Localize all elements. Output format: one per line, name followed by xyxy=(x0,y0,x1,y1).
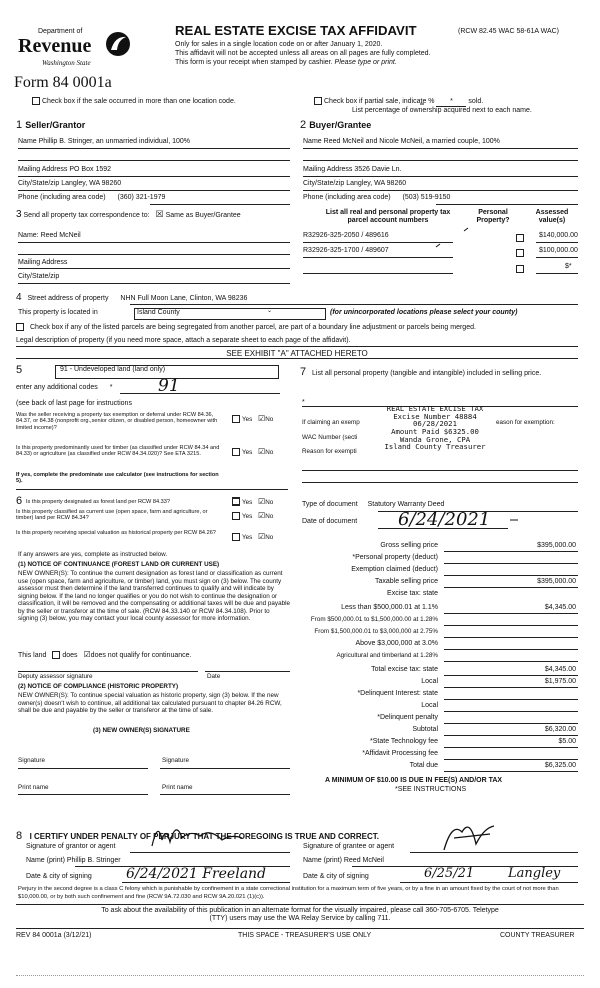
forest-q3: Is this property receiving special valuation as historical property per RCW 84.26? xyxy=(16,530,216,536)
new-owner-print-2[interactable]: Print name xyxy=(162,784,193,791)
use-question-2: Is this property predominantly used for timber (as classified under RCW 84.34 and 84.33) or agriculture (as classified under RCW 84.34.020)? See ETA 3215. xyxy=(16,445,220,458)
seller-city-field[interactable]: Langley, WA 98260 xyxy=(61,180,122,187)
yes-label: Yes xyxy=(242,416,253,423)
correspondence-mail-label: Mailing Address xyxy=(18,259,68,266)
doc-type-field[interactable]: Statutory Warranty Deed xyxy=(367,501,445,508)
buyer-name-field[interactable]: Reed McNeil and Nicole McNeil, a married couple, 100% xyxy=(323,138,500,145)
legal-label: Legal description of property (if you need more space, attach a separate sheet to each page of the affidavit). xyxy=(16,337,351,344)
tax-value[interactable]: $395,000.00 xyxy=(537,542,576,549)
bottom-dotted-rule xyxy=(16,975,584,976)
parcels-header-1: List all real and personal property tax xyxy=(325,209,451,216)
new-owner-sig-1[interactable]: Signature xyxy=(18,757,45,764)
stamp-line-4: Amount Paid $6325.00 xyxy=(391,426,479,436)
tax-label: Local xyxy=(421,678,438,685)
no-checkbox[interactable]: ☑ xyxy=(258,532,266,541)
stamp-line-3: 06/28/2021 xyxy=(413,419,457,429)
grantor-name-label: Name (print) xyxy=(26,857,65,864)
see-back: (see back of last page for instructions xyxy=(16,400,132,407)
perjury-notice: Perjury in the second degree is a class C felony which is punishable by confinement in a state correctional institution for a maximum term of five years, or by a fine in an amount fixed by the court of not more than $10,000.00, or by both such confinement and fine (RCW 9A.72.030 and RCW 9A.20.021 (1)(c)). xyxy=(18,886,559,900)
q1-no-checkbox[interactable]: ☑ xyxy=(258,414,266,423)
grantor-name-field[interactable]: Phillip B. Stringer xyxy=(66,857,121,864)
section-4-number: 4 xyxy=(16,292,22,303)
county-value: Island County xyxy=(137,309,180,316)
tax-label: Subtotal xyxy=(412,726,438,733)
revision: REV 84 0001a (3/12/21) xyxy=(16,932,92,939)
seller-heading: Seller/Grantor xyxy=(25,120,86,130)
doc-type-label: Type of document xyxy=(302,501,358,508)
q2-no-checkbox[interactable]: ☑ xyxy=(258,447,266,456)
correspondence-city-label: City/State/zip xyxy=(18,273,60,280)
notice2-title: (2) NOTICE OF COMPLIANCE (HISTORIC PROPERTY) xyxy=(18,683,179,690)
notice1-text-b: The county assessor must then determine if the land transferred continues to qualify and will indicate by signing below. If the land no longer qualifies or you do not wish to continue the designation or classification, it will be removed and the compensating or additional taxes will be due and payable by the seller or transferor at the time of sale. (RCW 84.33.140 or RCW 84.34.108). Prior to signing (3) below, you may contact your local county assessor for more information. xyxy=(18,577,290,623)
no-label: No xyxy=(265,513,274,520)
no-label: No xyxy=(265,449,274,456)
buyer-city-label: City/State/zip xyxy=(303,180,345,187)
yes-label: Yes xyxy=(242,534,253,541)
tax-value[interactable]: $4,345.00 xyxy=(544,604,576,611)
tax-label: Less than $500,000.01 at 1.1% xyxy=(341,604,438,611)
dept-of: Department of xyxy=(38,28,83,35)
tax-label: *Affidavit Processing fee xyxy=(362,750,438,757)
grantee-name-label: Name (print) xyxy=(303,857,342,864)
seller-name-field[interactable]: Phillip B. Stringer, an unmarried individual, 100% xyxy=(38,138,191,145)
buyer-phone-field[interactable]: (503) 519-9150 xyxy=(402,194,451,201)
new-owner-print-1[interactable]: Print name xyxy=(18,784,49,791)
claim-label: If claiming an exemp xyxy=(302,419,360,426)
notice2-text: NEW OWNER(S): To continue special valuation as historic property, sign (3) below. If the new owner(s) doesn't wish to continue, all additional tax calculated pursuant to chapter 84.26 RCW, shall be due and payable by the seller or transferor at the time of sale. xyxy=(18,692,282,715)
street-field[interactable]: NHN Full Moon Lane, Clinton, WA 98236 xyxy=(120,295,248,302)
assessed-header-2: value(s) xyxy=(538,217,566,225)
same-as-buyer-checkbox[interactable]: ☒ xyxy=(155,209,164,219)
tax-label: Excise tax: state xyxy=(387,590,438,597)
tax-label: Agricultural and timberland at 1.28% xyxy=(336,652,438,659)
tax-label: From $500,000.01 to $1,500,000.00 at 1.28% xyxy=(310,616,438,623)
doc-date-handwritten[interactable]: 6/24/2021 xyxy=(398,509,491,530)
alt-format-line-1: To ask about the availability of this publication in an alternate format for the visually impaired, please call 360-705-6705. Teletype xyxy=(101,907,499,914)
use-question-2b: If yes, complete the predominate use calculator (see instructions for section 5). xyxy=(16,472,219,485)
use-code-value: 91 - Undeveloped land (land only) xyxy=(60,366,166,373)
section-6-number: 6 xyxy=(16,495,23,507)
tax-label: Total excise tax: state xyxy=(371,666,438,673)
forest-q2: Is this property classified as current use (open space, farm and agriculture, or timber) land per RCW 84.34? xyxy=(16,509,208,522)
tax-value[interactable]: $1,975.00 xyxy=(544,678,576,685)
assessed-value[interactable]: $140,000.00 xyxy=(539,232,578,239)
header-sub3b: Please type or print. xyxy=(334,59,397,66)
tax-label: Taxable selling price xyxy=(374,578,438,585)
seller-mail-field[interactable]: PO Box 1592 xyxy=(69,166,112,173)
section-8-number: 8 xyxy=(16,830,23,842)
tax-value[interactable]: $395,000.00 xyxy=(537,578,576,585)
see-instructions: *SEE INSTRUCTIONS xyxy=(395,786,467,793)
parcel-number[interactable]: R32926-325-2050 / 489616 xyxy=(303,232,389,239)
no-label: No xyxy=(265,499,274,506)
grantee-city-handwritten[interactable]: Langley xyxy=(508,866,561,881)
tax-label: From $1,500,000.01 to $3,000,000 at 2.75% xyxy=(314,628,438,635)
buyer-mail-label: Mailing Address xyxy=(303,166,353,173)
stamp-line-5: Wanda Grone, CPA xyxy=(399,434,471,444)
new-owner-sig-2[interactable]: Signature xyxy=(162,757,189,764)
segregated-label: Check box if any of the listed parcels are being segregated from another parcel, are part of a boundary line adjustment or parcels being merged. xyxy=(30,323,476,331)
deputy-signature-label: Deputy assessor signature xyxy=(18,673,93,680)
grantor-signature xyxy=(152,830,242,846)
header-sub2: This affidavit will not be accepted unless all areas on all pages are fully completed. xyxy=(175,50,431,57)
same-as-buyer-label: Same as Buyer/Grantee xyxy=(165,212,241,219)
does-label: does xyxy=(62,652,78,659)
grantee-signature xyxy=(444,826,494,850)
stamp-line-1: REAL ESTATE EXCISE TAX xyxy=(386,404,484,413)
assessed-value[interactable]: $100,000.00 xyxy=(539,247,578,254)
tax-value[interactable]: $5.00 xyxy=(558,738,576,745)
washington-state: Washington State xyxy=(42,59,91,67)
personal-header-1: Personal xyxy=(478,209,508,216)
correspondence-name-label: Name: xyxy=(18,232,39,239)
buyer-heading: Buyer/Grantee xyxy=(309,120,372,130)
stamp-line-2: Excise Number 48884 xyxy=(393,411,477,421)
notice1-text-a: NEW OWNER(S): To continue the current designation as forest land or classification as current use (open space, farm and agriculture, or timber) land, you must sign on (3) below. xyxy=(18,570,283,585)
seller-phone-field[interactable]: (360) 321-1979 xyxy=(117,194,166,201)
header-sub3a: This form is your receipt when stamped by cashier. xyxy=(175,59,333,66)
buyer-city-field[interactable]: Langley, WA 98260 xyxy=(346,180,407,187)
parcels-header-2: parcel account numbers xyxy=(347,217,429,225)
does-not-label: does not qualify for continuance. xyxy=(90,652,192,659)
partial-sale-sold: sold. xyxy=(468,97,484,105)
grantee-date-label: Date & city of signing xyxy=(303,873,369,880)
this-land-label: This land xyxy=(18,652,47,659)
grantor-date-label: Date & city of signing xyxy=(26,873,92,880)
section-7-number: 7 xyxy=(300,366,307,378)
seller-name-label: Name xyxy=(18,138,37,145)
seller-mail-label: Mailing Address xyxy=(18,166,68,173)
minimum-due: A MINIMUM OF $10.00 IS DUE IN FEE(S) AND/OR TAX xyxy=(325,777,503,784)
tax-label: Exemption claimed (deduct) xyxy=(351,566,438,573)
tax-label: Gross selling price xyxy=(380,542,438,549)
tax-label: Local xyxy=(421,702,438,709)
seller-phone-label: Phone (including area code) xyxy=(18,194,106,201)
certify-text: I CERTIFY UNDER PENALTY OF PERJURY THAT THE FOREGOING IS TRUE AND CORRECT. xyxy=(29,832,379,841)
yes-label: Yes xyxy=(242,449,253,456)
handwritten-ticks xyxy=(420,104,518,520)
buyer-name-label: Name xyxy=(303,138,322,145)
grantee-name-field[interactable]: Reed McNeil xyxy=(343,857,384,864)
additional-codes-star: * xyxy=(109,384,113,391)
wac-number-label: WAC Number (secti xyxy=(302,434,358,441)
yes-label: Yes xyxy=(242,513,253,520)
personal-header-2: Property? xyxy=(476,217,510,225)
no-label: No xyxy=(265,534,274,541)
seller-city-label: City/State/zip xyxy=(18,180,60,187)
tax-label: *Personal property (deduct) xyxy=(352,554,438,561)
assessed-header-1: Assessed xyxy=(535,209,569,216)
doc-date-label: Date of document xyxy=(302,518,358,525)
no-checkbox[interactable]: ☑ xyxy=(258,497,266,506)
tax-value[interactable]: $6,320.00 xyxy=(544,726,576,733)
reason-label: Reason for exempti xyxy=(302,448,357,455)
notice1-title: (1) NOTICE OF CONTINUANCE (FOREST LAND OR CURRENT USE) xyxy=(18,561,220,568)
sig-grantor-label: Signature of grantor or agent xyxy=(26,843,116,850)
claim-exemption-tail: eason for exemption: xyxy=(496,419,555,426)
partial-sale-label: Check box if partial sale, indicate % xyxy=(324,97,435,105)
partial-note: List percentage of ownership acquired next to each name. xyxy=(352,107,532,114)
legal-description[interactable]: SEE EXHIBIT "A" ATTACHED HERETO xyxy=(226,349,368,358)
multi-location-label: Check box if the sale occurred in more than one location code. xyxy=(42,97,236,105)
alt-format-notice xyxy=(16,907,584,924)
tax-label: Above $3,000,000 at 3.0% xyxy=(355,640,438,647)
yes-label: Yes xyxy=(242,499,253,506)
forest-q1: Is this property designated as forest land per RCW 84.33? xyxy=(26,499,170,505)
correspondence-name-field[interactable]: Reed McNeil xyxy=(40,232,81,239)
section-3-number: 3 xyxy=(16,209,22,220)
additional-codes-label: enter any additional codes xyxy=(16,384,98,391)
tax-label: *State Technology fee xyxy=(370,738,438,745)
header-sub1: Only for sales in a single location code on or after January 1, 2020. xyxy=(175,41,383,48)
deputy-date-label: Date xyxy=(207,673,221,680)
additional-codes-handwritten[interactable]: 91 xyxy=(158,376,180,396)
unincorporated-note: (for unincorporated locations please select your county) xyxy=(330,309,518,316)
tax-value[interactable]: $4,345.00 xyxy=(544,666,576,673)
correspondence-label: Send all property tax correspondence to: xyxy=(23,212,150,219)
form-title: REAL ESTATE EXCISE TAX AFFIDAVIT xyxy=(175,23,417,38)
buyer-mail-field[interactable]: 3526 Davie Ln. xyxy=(354,166,402,173)
no-checkbox[interactable]: ☑ xyxy=(258,511,266,520)
sig-grantee-label: Signature of grantee or agent xyxy=(303,843,395,850)
stamp-line-6: Island County Treasurer xyxy=(384,442,486,452)
section-1-number: 1 xyxy=(16,119,23,131)
street-label: Street address of property xyxy=(27,295,109,302)
chevron-down-icon: ⌄ xyxy=(267,308,273,314)
grantor-date-handwritten[interactable]: 6/24/2021 Freeland xyxy=(126,866,267,882)
tax-label: *Delinquent Interest: state xyxy=(357,690,438,697)
treasurer-use-only: THIS SPACE - TREASURER'S USE ONLY xyxy=(238,932,372,939)
tax-label: *Delinquent penalty xyxy=(377,714,438,721)
parcel-number[interactable]: R32926-325-1700 / 489607 xyxy=(303,247,389,254)
county-treasurer: COUNTY TREASURER xyxy=(500,932,575,939)
tax-value[interactable]: $6,325.00 xyxy=(544,762,576,769)
form-number: Form 84 0001a xyxy=(14,74,112,91)
section-2-number: 2 xyxy=(300,119,307,131)
form-title-ref: (RCW 82.45 WAC 58-61A WAC) xyxy=(458,28,560,35)
notice3-title: (3) NEW OWNER(S) SIGNATURE xyxy=(93,727,190,734)
personal-property-star: * xyxy=(302,399,305,406)
section-5-number: 5 xyxy=(16,364,23,376)
if-yes-note: If any answers are yes, complete as instructed below. xyxy=(18,551,168,558)
alt-format-line-2: (TTY) users may use the WA Relay Service by calling 711. xyxy=(209,915,391,923)
no-label: No xyxy=(265,416,274,423)
buyer-phone-label: Phone (including area code) xyxy=(303,194,391,201)
tax-label: Total due xyxy=(409,762,438,769)
personal-property-text: List all personal property (tangible and intangible) included in selling price. xyxy=(312,370,542,377)
does-not-checkbox[interactable]: ☑ xyxy=(83,650,91,659)
grantee-date-handwritten[interactable]: 6/25/21 xyxy=(424,866,475,881)
assessed-value[interactable]: $* xyxy=(565,263,572,270)
located-label: This property is located in xyxy=(18,309,98,316)
use-question-1: Was the seller receiving a property tax exemption or deferral under RCW 84.36, 84.37, or 84.38 (nonprofit org.,senior citizen, or disabled person, homeowner with limited income)? xyxy=(16,412,218,431)
partial-sale-pct[interactable]: * xyxy=(436,98,466,107)
revenue-wordmark: Revenue xyxy=(18,35,92,57)
